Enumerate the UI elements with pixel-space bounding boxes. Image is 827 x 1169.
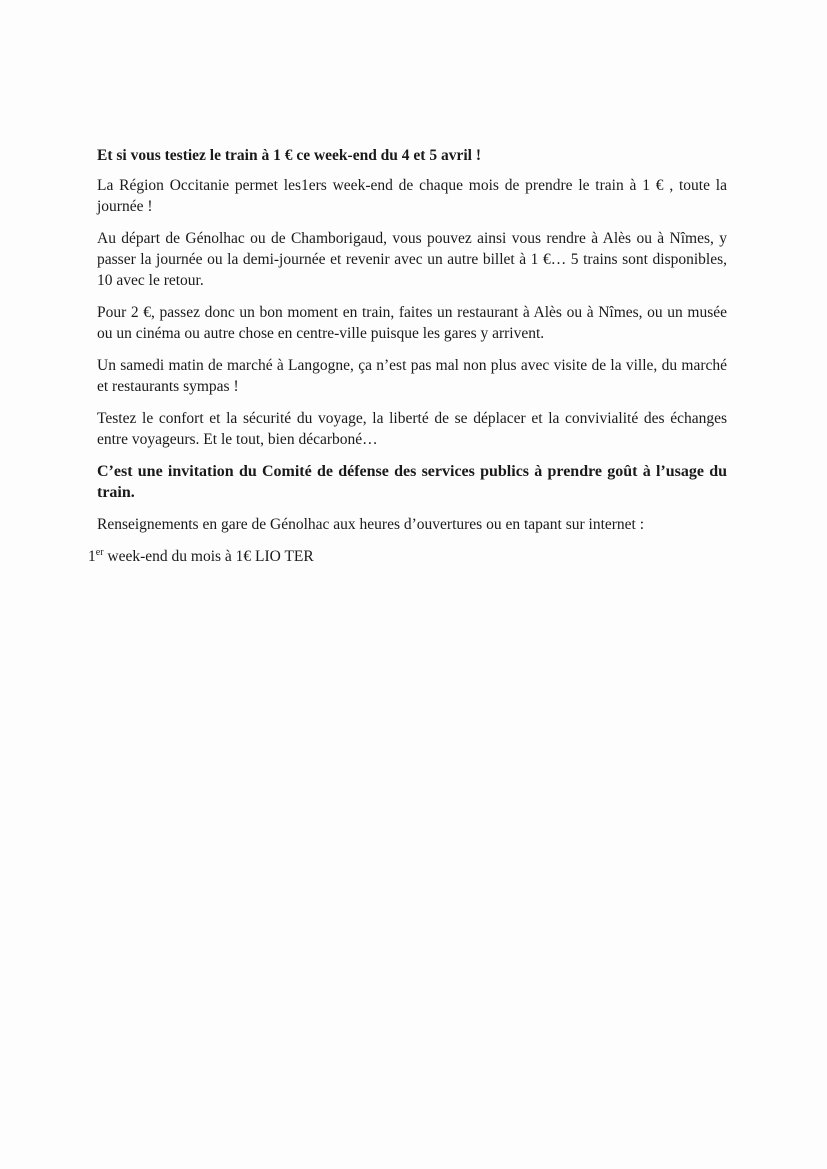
paragraph-departures: Au départ de Génolhac ou de Chamborigaud, vous pouvez ainsi vous rendre à Alès ou à Nîmes, y passer la journée ou la demi-journée et revenir avec un autre billet à 1 €… 5 trains sont disponibles, 10 avec le retour.	[97, 230, 727, 289]
offer-number: 1	[88, 548, 96, 565]
document-title: Et si vous testiez le train à 1 € ce week-end du 4 et 5 avril !	[97, 147, 481, 164]
invitation-statement: C’est une invitation du Comité de défense des services publics à prendre goût à l’usage du train.	[97, 463, 727, 501]
offer-superscript: er	[95, 547, 104, 558]
paragraph-region-offer: La Région Occitanie permet les1ers week-end de chaque mois de prendre le train à 1 € , toute la journée !	[97, 177, 727, 215]
paragraph-price-suggestions: Pour 2 €, passez donc un bon moment en train, faites un restaurant à Alès ou à Nîmes, ou un musée ou un cinéma ou autre chose en centre-ville puisque les gares y arrivent.	[97, 304, 727, 342]
information-line: Renseignements en gare de Génolhac aux heures d’ouvertures ou en tapant sur internet :	[97, 516, 645, 533]
offer-name-line	[88, 546, 727, 567]
paragraph-langogne-market: Un samedi matin de marché à Langogne, ça n’est pas mal non plus avec visite de la ville, du marché et restaurants sympas !	[97, 357, 727, 395]
paragraph-comfort: Testez le confort et la sécurité du voyage, la liberté de se déplacer et la convivialité des échanges entre voyageurs. Et le tout, bien décarboné…	[97, 410, 727, 448]
document-body	[88, 145, 727, 578]
offer-rest: week-end du mois à 1€ LIO TER	[103, 548, 314, 565]
